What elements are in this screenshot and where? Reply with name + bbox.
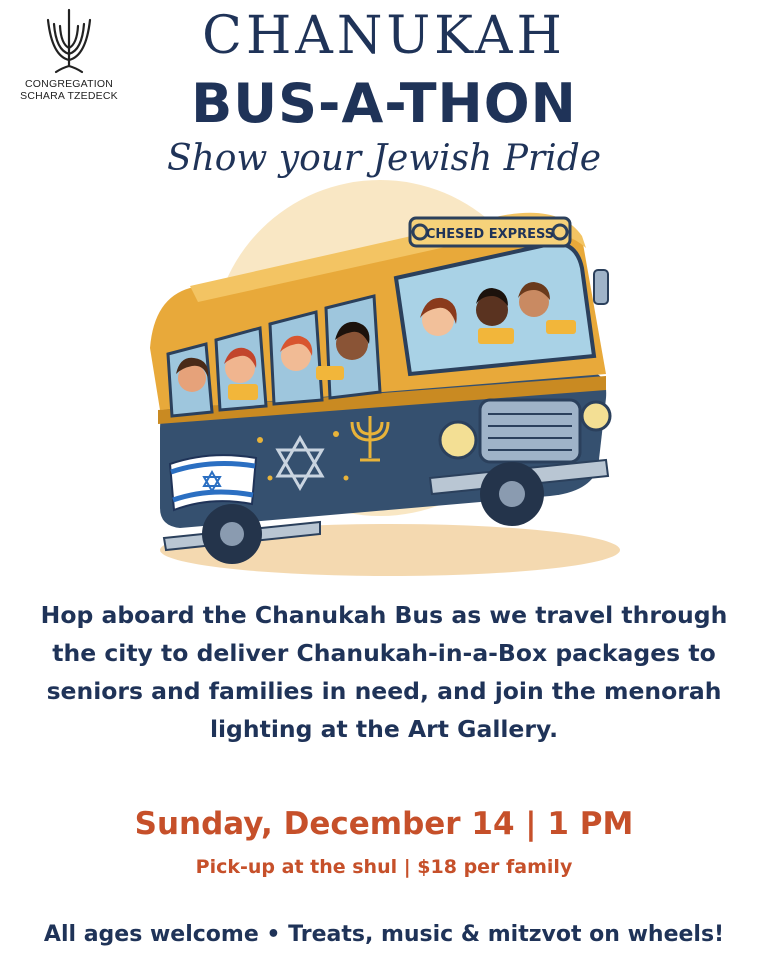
event-date-time: Sunday, December 14 | 1 PM bbox=[134, 806, 634, 842]
footer-tagline: All ages welcome • Treats, music & mitzvot on wheels! bbox=[43, 922, 725, 947]
title-bus-a-thon: BUS-A-THON bbox=[191, 72, 577, 135]
description-line: Hop aboard the Chanukah Bus as we travel through bbox=[40, 601, 728, 629]
event-details: Pick-up at the shul | $18 per family bbox=[195, 856, 573, 878]
logo-line2: SCHARA TZEDECK bbox=[20, 90, 118, 102]
wheel-front bbox=[480, 462, 544, 526]
description-line: lighting at the Art Gallery. bbox=[209, 715, 559, 743]
event-description bbox=[10, 596, 758, 748]
description-line: seniors and families in need, and join the menorah bbox=[46, 677, 722, 705]
description-line: the city to deliver Chanukah-in-a-Box packages to bbox=[52, 639, 716, 667]
wheel-rear bbox=[202, 504, 262, 564]
israeli-flag-icon bbox=[170, 455, 256, 510]
tagline: Show your Jewish Pride bbox=[166, 138, 602, 179]
bus-sign-text: CHESED EXPRESS bbox=[425, 227, 555, 242]
title-chanukah: CHANUKAH bbox=[202, 6, 566, 66]
logo-line1: CONGREGATION bbox=[25, 78, 113, 90]
bus-illustration bbox=[120, 178, 640, 588]
